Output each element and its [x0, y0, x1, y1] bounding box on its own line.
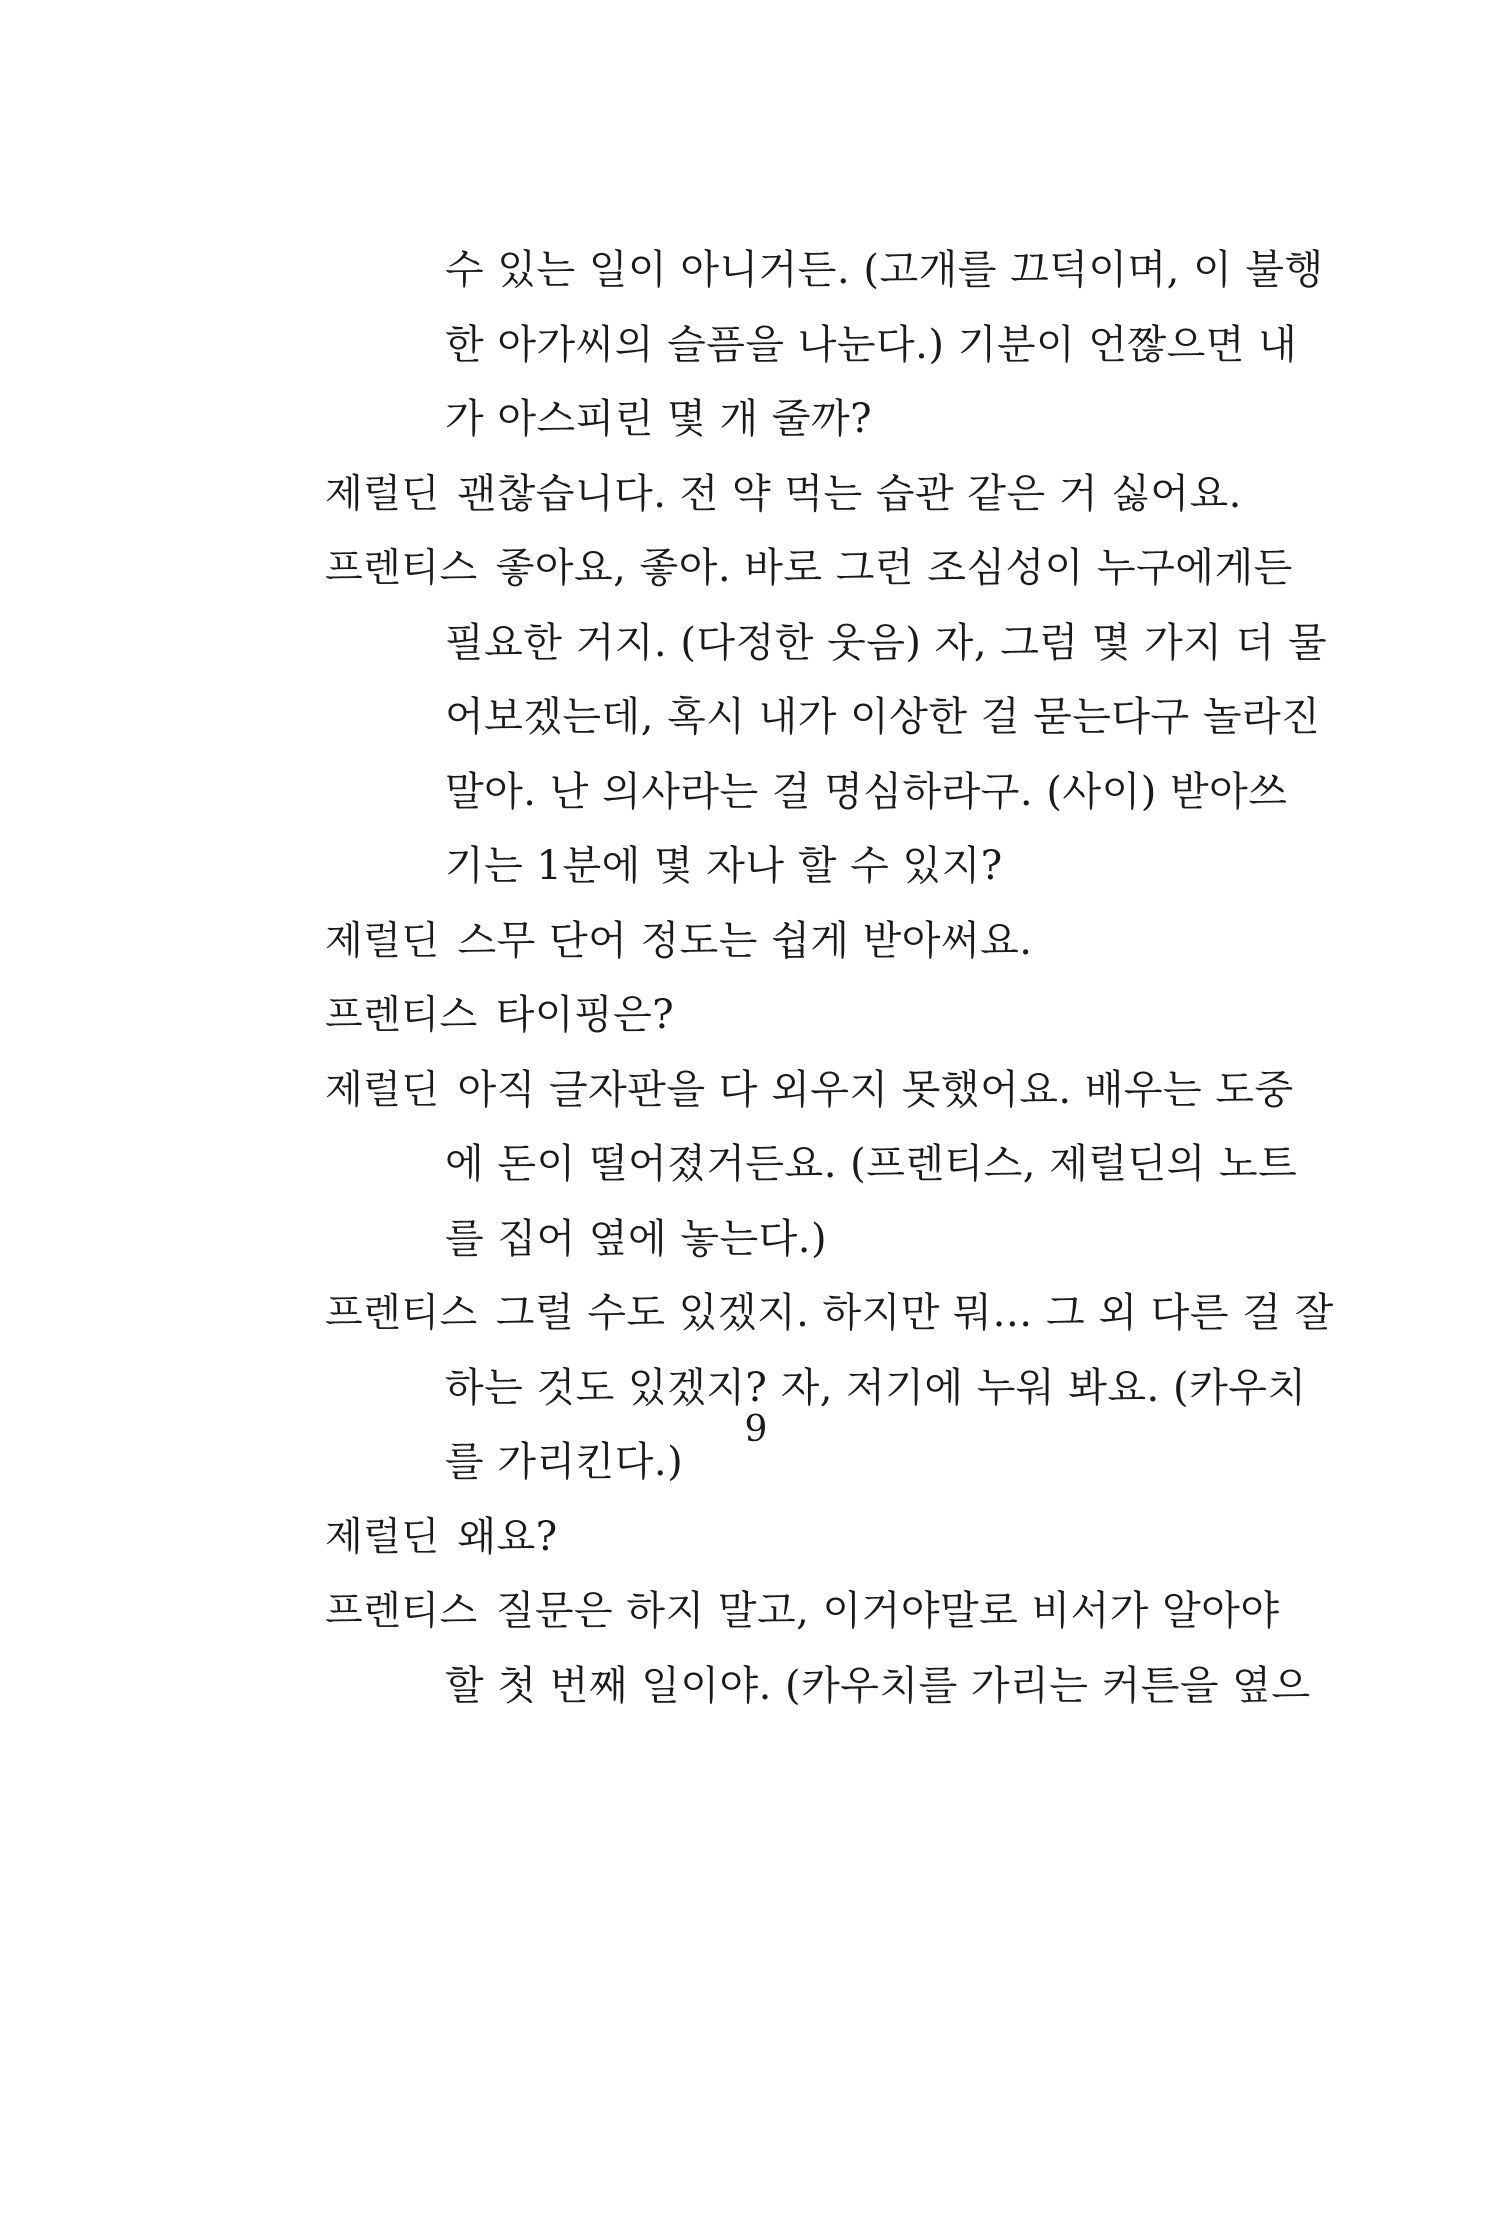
- dialogue-text: 할 첫 번째 일이야. (카우치를 가리는 커튼을 옆으: [445, 1662, 1311, 1709]
- dialogue-text: 에 돈이 떨어졌거든요. (프렌티스, 제럴딘의 노트: [445, 1141, 1298, 1187]
- continuation-line: [445, 692, 1320, 742]
- dialogue-text: 좋아요, 좋아. 바로 그런 조심성이 누구에게든: [495, 545, 1293, 591]
- dialogue-text: 수 있는 일이 아니거든. (고개를 끄덕이며, 이 불행: [445, 247, 1324, 293]
- dialogue-text: 하는 것도 있겠지? 자, 저기에 누워 봐요. (카우치: [445, 1364, 1307, 1411]
- dialogue-text: 스무 단어 정도는 쉽게 받아써요.: [457, 917, 1033, 964]
- dialogue-line: [325, 1065, 1294, 1116]
- dialogue-text: 어보겠는데, 혹시 내가 이상한 걸 묻는다구 놀라진: [445, 694, 1321, 740]
- dialogue-text: 그럴 수도 있겠지. 하지만 뭐… 그 외 다른 걸 잘: [495, 1290, 1334, 1336]
- dialogue-line: [325, 990, 674, 1041]
- dialogue-line: [325, 1288, 1334, 1339]
- continuation-line: [445, 245, 1324, 295]
- speaker-name: 제럴딘: [325, 918, 440, 964]
- dialogue-text: 필요한 거지. (다정한 웃음) 자, 그럼 몇 가지 더 물: [445, 619, 1328, 666]
- continuation-line: [445, 841, 1003, 891]
- continuation-line: [445, 1363, 1307, 1413]
- continuation-line: [445, 618, 1327, 668]
- page-number: 9: [744, 1409, 768, 1450]
- speaker-name: 프렌티스: [325, 993, 478, 1038]
- continuation-line: [445, 1139, 1297, 1189]
- speaker-name: 제럴딘: [325, 1514, 440, 1560]
- dialogue-text: 아직 글자판을 다 외우지 못했어요. 배우는 도중: [457, 1066, 1294, 1113]
- dialogue-line: [325, 916, 1032, 967]
- dialogue-line: [325, 1586, 1280, 1637]
- dialogue-line: [325, 543, 1293, 594]
- dialogue-text: 질문은 하지 말고, 이거야말로 비서가 알아야: [495, 1588, 1280, 1634]
- dialogue-line: [325, 1512, 558, 1563]
- dialogue-text: 가 아스피린 몇 개 줄까?: [445, 396, 873, 442]
- continuation-line: [445, 394, 872, 444]
- dialogue-line: [325, 469, 1242, 520]
- speaker-name: 제럴딘: [325, 1067, 440, 1113]
- speaker-name: 프렌티스: [325, 1589, 478, 1634]
- dialogue-text: 기는 1분에 몇 자나 할 수 있지?: [445, 843, 1003, 889]
- dialogue-text: 괜찮습니다. 전 약 먹는 습관 같은 거 싫어요.: [457, 470, 1242, 517]
- dialogue-text: 왜요?: [457, 1513, 558, 1560]
- dialogue-text: 타이핑은?: [495, 992, 675, 1038]
- continuation-line: [445, 1214, 827, 1264]
- continuation-line: [445, 320, 1297, 370]
- speaker-name: 프렌티스: [325, 1291, 478, 1336]
- continuation-line: [445, 1661, 1310, 1711]
- dialogue-text: 말아. 난 의사라는 걸 명심하라구. (사이) 받아쓰: [445, 768, 1288, 815]
- dialogue-text: 한 아가씨의 슬픔을 나눈다.) 기분이 언짢으면 내: [445, 321, 1298, 368]
- speaker-name: 프렌티스: [325, 546, 478, 591]
- speaker-name: 제럴딘: [325, 471, 440, 517]
- dialogue-text: 를 집어 옆에 놓는다.): [445, 1215, 828, 1262]
- continuation-line: [445, 767, 1287, 817]
- dialogue-text: 를 가리킨다.): [445, 1439, 684, 1485]
